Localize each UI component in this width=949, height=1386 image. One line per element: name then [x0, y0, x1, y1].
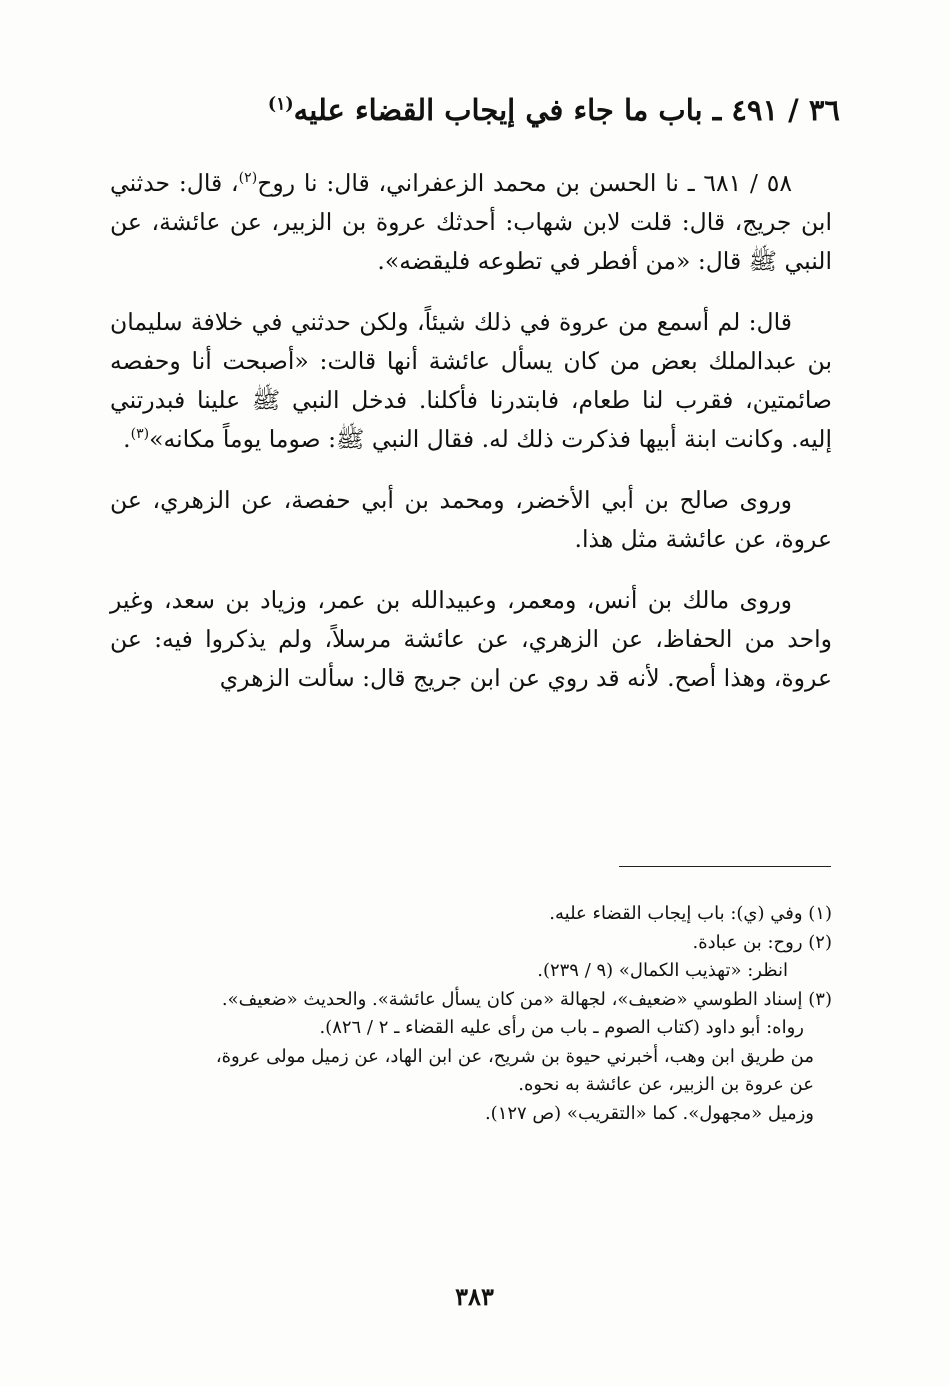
paragraph-malik-text: وروى مالك بن أنس، ومعمر، وعبيدالله بن عمر، وزياد بن سعد، وغير واحد من الحفاظ، عن الزهري، عن عائشة مرسلاً، ولم يذكروا فيه: عن عروة، وهذا أصح. لأنه قد روي عن ابن جريج قال: سألت الزهري: [110, 586, 832, 692]
footnote-2: (٢) روح: بن عبادة.: [692, 931, 832, 953]
footnote-3: (٣) إسناد الطوسي «ضعيف»، لجهالة «من كان يسأل عائشة». والحديث «ضعيف».: [221, 988, 832, 1010]
footnote-separator: [619, 866, 831, 867]
footnote-marker: (٢): [238, 170, 258, 187]
chapter-title-text: ٣٦ / ٤٩١ ـ باب ما جاء في إيجاب القضاء عليه: [293, 93, 840, 127]
paragraph-hadith-text: ٥٨ / ٦٨١ ـ نا الحسن بن محمد الزعفراني، قال: نا روح$^{(٢)}$، قال: حدثني ابن جريج، قال: قلت لابن شهاب: أحدثك عروة بن الزبير، عن عائشة، عن النبي ﷺ قال: «من أفطر في تطوعه فليقضه».: [110, 169, 832, 275]
footnote-3-source: رواه: أبو داود (كتاب الصوم ـ باب من رأى عليه القضاء ـ ٢ / ٨٢٦).: [319, 1017, 804, 1038]
footnote-3-chain: من طريق ابن وهب، أخبرني حيوة بن شريح، عن ابن الهاد، عن زميل مولى عروة،: [215, 1045, 814, 1067]
paragraph-malik: [110, 581, 832, 698]
footnote-3-grading: وزميل «مجهول». كما «التقريب» (ص ١٢٧).: [484, 1102, 814, 1124]
paragraph-salih-text: وروى صالح بن أبي الأخضر، ومحمد بن أبي حفصة، عن الزهري، عن عروة، عن عائشة مثل هذا.: [110, 486, 832, 553]
footnote-3-chain-end: عن عروة بن الزبير، عن عائشة به نحوه.: [518, 1074, 814, 1095]
paragraph-salih: [110, 481, 832, 559]
chapter-title: [110, 88, 840, 132]
chapter-title-footnote-marker: (١): [267, 94, 294, 115]
footnote-2-reference: انظر: «تهذيب الكمال» (٩ / ٢٣٩).: [537, 960, 788, 981]
paragraph-narration-text: قال: لم أسمع من عروة في ذلك شيئاً، ولكن حدثني في خلافة سليمان بن عبدالملك بعض من كان يسأل عائشة أنها قالت: «أصبحت أنا وحفصه صائمتين، فقرب لنا طعام، فابتدرنا فأكلنا. فدخل النبي ﷺ علينا فبدرتني إليه. وكانت ابنة أبيها فذكرت ذلك له. فقال النبي ﷺ: صوما يوماً مكانه»$^{(٣)}$.: [110, 308, 832, 453]
paragraph-hadith: [110, 164, 832, 281]
paragraph-narration: [110, 303, 832, 459]
footnotes: [110, 900, 832, 1128]
page-number: ٣٨٣: [455, 1282, 494, 1311]
main-text: [110, 164, 832, 720]
footnote-1: (١) وفي (ي): باب إيجاب القضاء عليه.: [549, 903, 832, 924]
footnote-marker: (٣): [130, 426, 150, 443]
